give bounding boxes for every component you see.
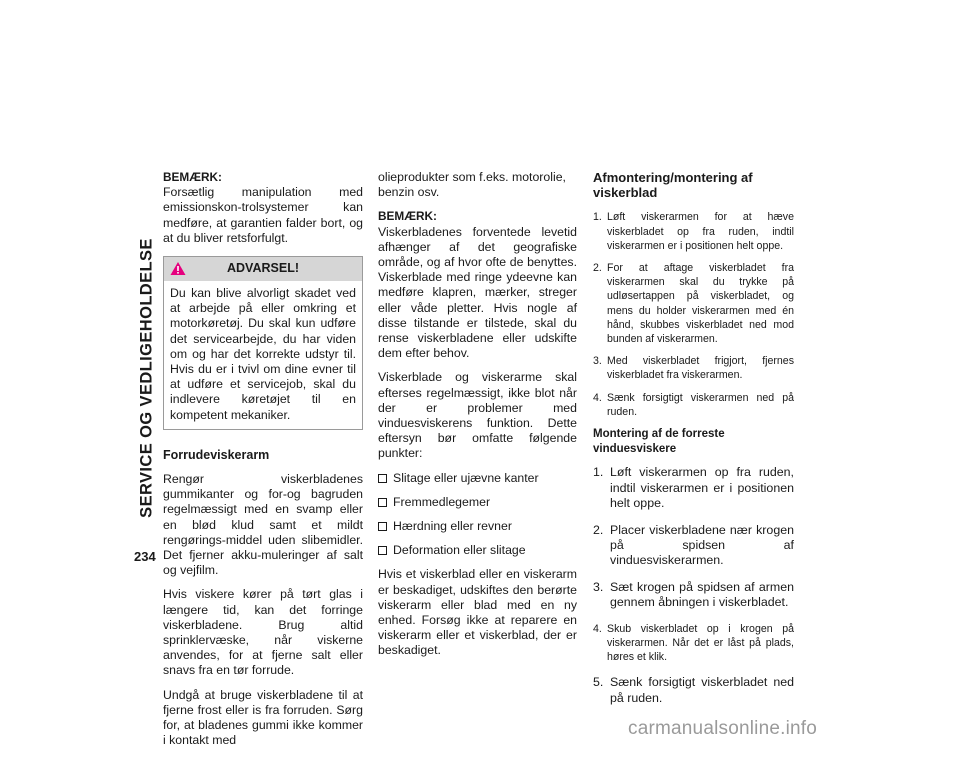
inspection-text: Viskerblade og viskerarme skal efterses regelmæssigt, ikke blot når der er problemer med vinduesviskerens funktion. Dette eftersyn bør omfatte følgende punkter: [378,370,577,461]
continuation-text: olieprodukter som f.eks. motorolie, benzin osv. [378,170,566,200]
watermark: carmanualsonline.info [628,718,818,739]
warning-header [164,257,362,281]
list-item: 2. For at aftage viskerbladet fra viskerarmen skal du trykke på udløsertappen på viskerbladet, og mens du holder viskerarmen med én hånd, skubbes viskerbladet ned mod bunden af viskerarmen. [593,262,794,346]
paragraph: Undgå at bruge viskerbladene til at fjerne frost eller is fra forruden. Sørg for, at bladenes gummi ikke kommer i kontakt med [163,687,363,748]
list-item: 5. Sænk forsigtigt viskerbladet ned på ruden. [593,675,794,705]
inspection-checklist [378,471,577,559]
paragraph: Hvis viskere kører på tørt glas i længere tid, kan det forringe viskerbladene. Brug altid sprinklervæske, når viskerne anvendes, for at fjerne salt eller snavs fra en tør forrude. [163,587,363,678]
list-item: Fremmedlegemer [378,495,577,510]
page-number: 234 [134,549,156,564]
install-steps [593,465,794,706]
section-title-removal: Afmontering/montering af viskerblad [593,170,753,201]
list-item: Deformation eller slitage [378,543,577,558]
list-item: 3. Sæt krogen på spidsen af armen gennem åbningen i viskerbladet. [593,579,794,610]
checkbox-bullet-icon [378,474,387,483]
note-label: BEMÆRK: [163,170,222,184]
warning-triangle-icon [170,261,186,276]
column-right [593,170,794,717]
list-item: Slitage eller ujævne kanter [378,471,577,486]
list-item: Hærdning eller revner [378,519,577,534]
note-text: Viskerbladenes forventede levetid afhænger af det geografiske område, og af hvor ofte de benyttes. Viskerblade med ringe ydeevne kan medføre klapren, mærker, streger eller våde pletter. Hvis nogle af disse tilstande er tilstede, skal du rense viskerbladene eller udskifte dem efter behov. [378,224,577,361]
note-text: Forsætlig manipulation med emissionskon-trolsystemer kan medføre, at garantien falder bort, og at du bliver retsforfulgt. [163,185,363,245]
warning-title: ADVARSEL! [227,261,299,276]
list-item: 1. Løft viskerarmen op fra ruden, indtil viskerarmen er i positionen helt oppe. [593,465,794,511]
column-left [163,170,363,758]
note-block [163,170,363,246]
closing-text: Hvis et viskerblad eller en viskerarm er beskadiget, udskiftes den berørte viskerarm eller blad med en ny enhed. Forsøg ikke at reparere en viskerarm eller et viskerblad, der er beskadiget. [378,567,577,658]
subsection-title-installation: Montering af de forreste vinduesviskere [593,428,725,456]
list-item: 2. Placer viskerbladene nær krogen på spidsen af vinduesviskerarmen. [593,522,794,568]
list-item: 1. Løft viskerarmen for at hæve viskerbladet op fra ruden, indtil viskerarmen er i positionen helt oppe. [593,211,794,252]
column-middle [378,170,577,668]
list-item: 3. Med viskerbladet frigjort, fjernes viskerbladet fra viskerarmen. [593,355,794,382]
removal-steps [593,210,794,419]
paragraph: Rengør viskerbladenes gummikanter og for-og bagruden regelmæssigt med en svamp eller en blød klud samt et mildt rengørings-middel uden slibemidler. Det fjerner akku-muleringer af salt og vejfilm. [163,472,363,578]
note-block [378,209,577,361]
list-item: 4. Sænk forsigtigt viskerarmen ned på ruden. [593,391,794,418]
checkbox-bullet-icon [378,522,387,531]
warning-box [163,256,363,430]
checkbox-bullet-icon [378,546,387,555]
chapter-side-title: SERVICE OG VEDLIGEHOLDELSE [137,238,156,518]
section-title-forrudeviskerarm: Forrudeviskerarm [163,447,270,462]
list-item: 4. Skub viskerbladet op i krogen på viskerarmen. Når det er låst på plads, høres et klik. [593,622,794,664]
warning-text: Du kan blive alvorligt skadet ved at arbejde på eller omkring et motorkøretøj. Du skal kun udføre det servicearbejde, du har viden om og har det korrekte udstyr til. Hvis du er i tvivl om dine evner til at udføre et servicejob, skal du indlevere køretøjet til en kompetent mekaniker. [170,286,356,422]
note-label: BEMÆRK: [378,209,437,224]
checkbox-bullet-icon [378,498,387,507]
